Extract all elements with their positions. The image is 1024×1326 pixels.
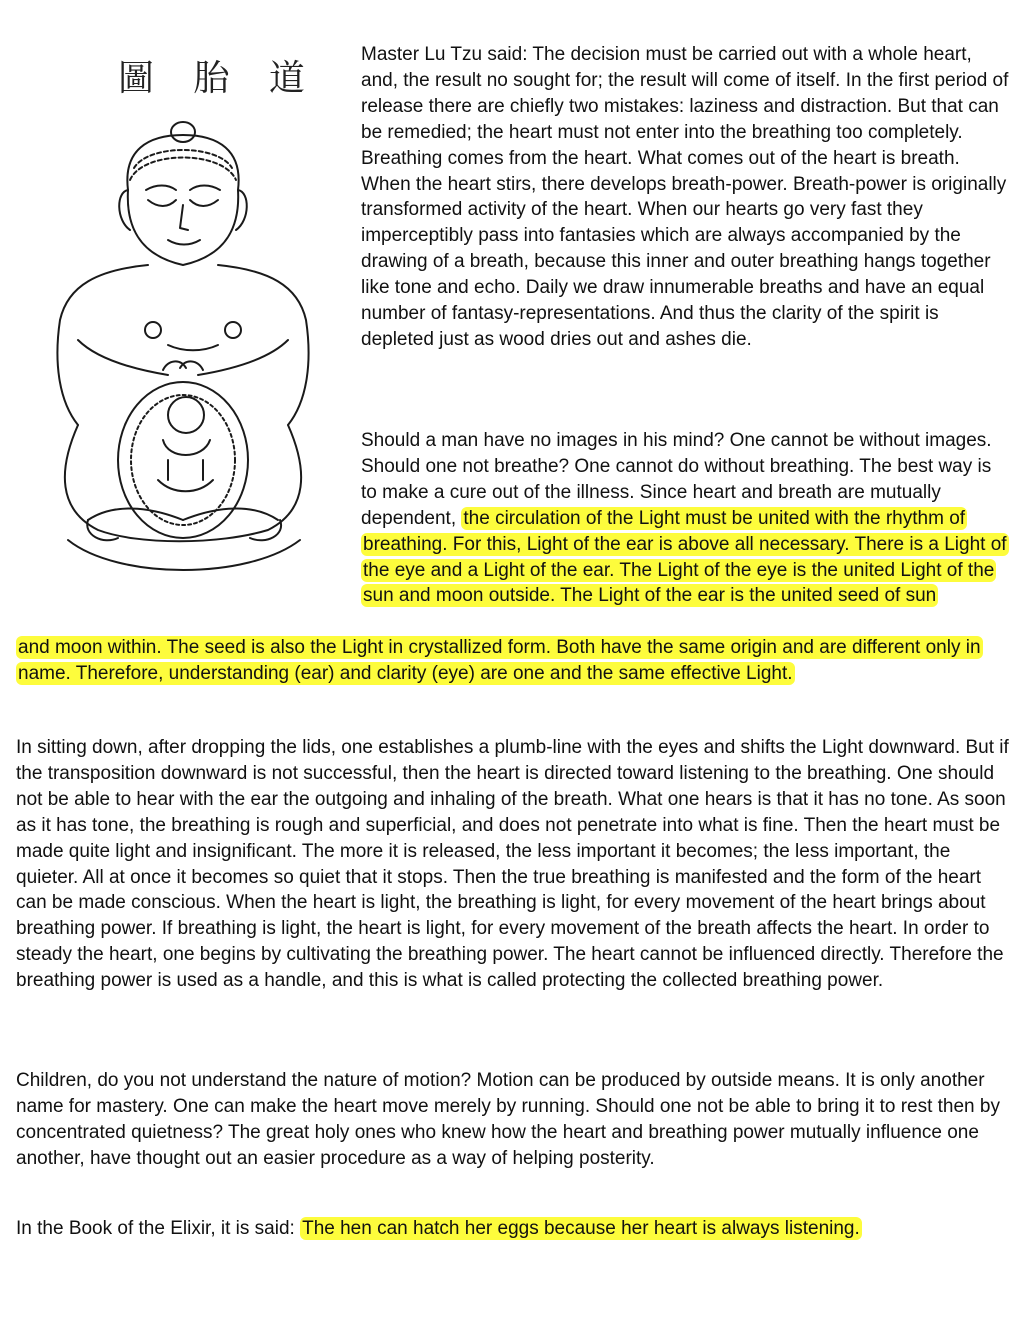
paragraph-3-text: In sitting down, after dropping the lids, one establishes a plumb-line with the eyes and shifts the Light downward. But if the transposition downward is not successful, then the heart is directed toward listening to the breathing. One should not be able to hear with the ear the outgoing and inhaling of the breath. What one hears is that it has no tone. As soon as it has tone, the breathing is rough and superficial, and does not penetrate into what is fine. Then the heart must be made quite light and insignificant. The more it is released, the less important it becomes; the less important, the quieter. All at once it becomes so quiet that it stops. Then the true breathing is manifested and the form of the heart can be made conscious. When the heart is light, the breathing is light, for every movement of the heart brings about breathing power. If breathing is light, the heart is light, for every movement of the breath affects the heart. In order to steady the heart, one begins by cultivating the breathing power. The heart cannot be influenced directly. Therefore the breathing power is used as a handle, and this is what is called protecting the collected breathing power.: [16, 737, 1009, 992]
paragraph-2-continuation: [16, 635, 1010, 687]
highlighted-passage-1: the circulation of the Light must be united with the rhythm of breathing. For this, Light of the ear is above all necessary. There is a Light of the eye and a Light of the ear. The Light of the eye is the united Light of the sun and moon outside. The Light of the ear is the united seed of sun: [363, 507, 1007, 607]
paragraph-2-text: Should a man have no images in his mind? One cannot be without images. Should one not breathe? One cannot do without breathing. The best way is to make a cure out of the illness. Since heart and breath are mutually dependent,: [361, 430, 992, 529]
paragraph-4: [16, 1068, 1010, 1172]
paragraph-2-column: [361, 428, 1011, 609]
meditating-figure-icon: [18, 40, 340, 610]
paragraph-3: [16, 735, 1010, 994]
highlighted-quote: The hen can hatch her eggs because her heart is always listening.: [302, 1218, 860, 1239]
highlighted-passage-2: and moon within. The seed is also the Light in crystallized form. Both have the same origin and are different only in name. Therefore, understanding (ear) and clarity (eye) are one and the same effective Light.: [18, 637, 981, 684]
paragraph-5: [16, 1216, 1010, 1242]
paragraph-1: [361, 42, 1011, 353]
paragraph-1-text: Master Lu Tzu said: The decision must be carried out with a whole heart, and, the result no sought for; the result will come of itself. In the first period of release there are chiefly two mistakes: laziness and distraction. But that can be remedied; the heart must not enter into the breathing too completely. Breathing comes from the heart. What comes out of the heart is breath. When the heart stirs, there develops breath-power. Breath-power is originally transformed activity of the heart. When our hearts go very fast they imperceptibly pass into fantasies which are always accompanied by the drawing of a breath, because this inner and outer breathing hangs together like tone and echo. Daily we draw innumerable breaths and have an equal number of fantasy-representations. And thus the clarity of the spirit is depleted just as wood dries out and ashes die.: [361, 44, 1009, 350]
illustration-caption: 圖 胎 道: [118, 58, 319, 99]
paragraph-5-text: In the Book of the Elixir, it is said:: [16, 1218, 301, 1239]
paragraph-4-text: Children, do you not understand the nature of motion? Motion can be produced by outside means. It is only another name for mastery. One can make the heart move merely by running. Should one not be able to bring it to rest then by concentrated quietness? The great holy ones who knew how the heart and breathing power mutually influence one another, have thought out an easier procedure as a way of helping posterity.: [16, 1070, 1000, 1169]
